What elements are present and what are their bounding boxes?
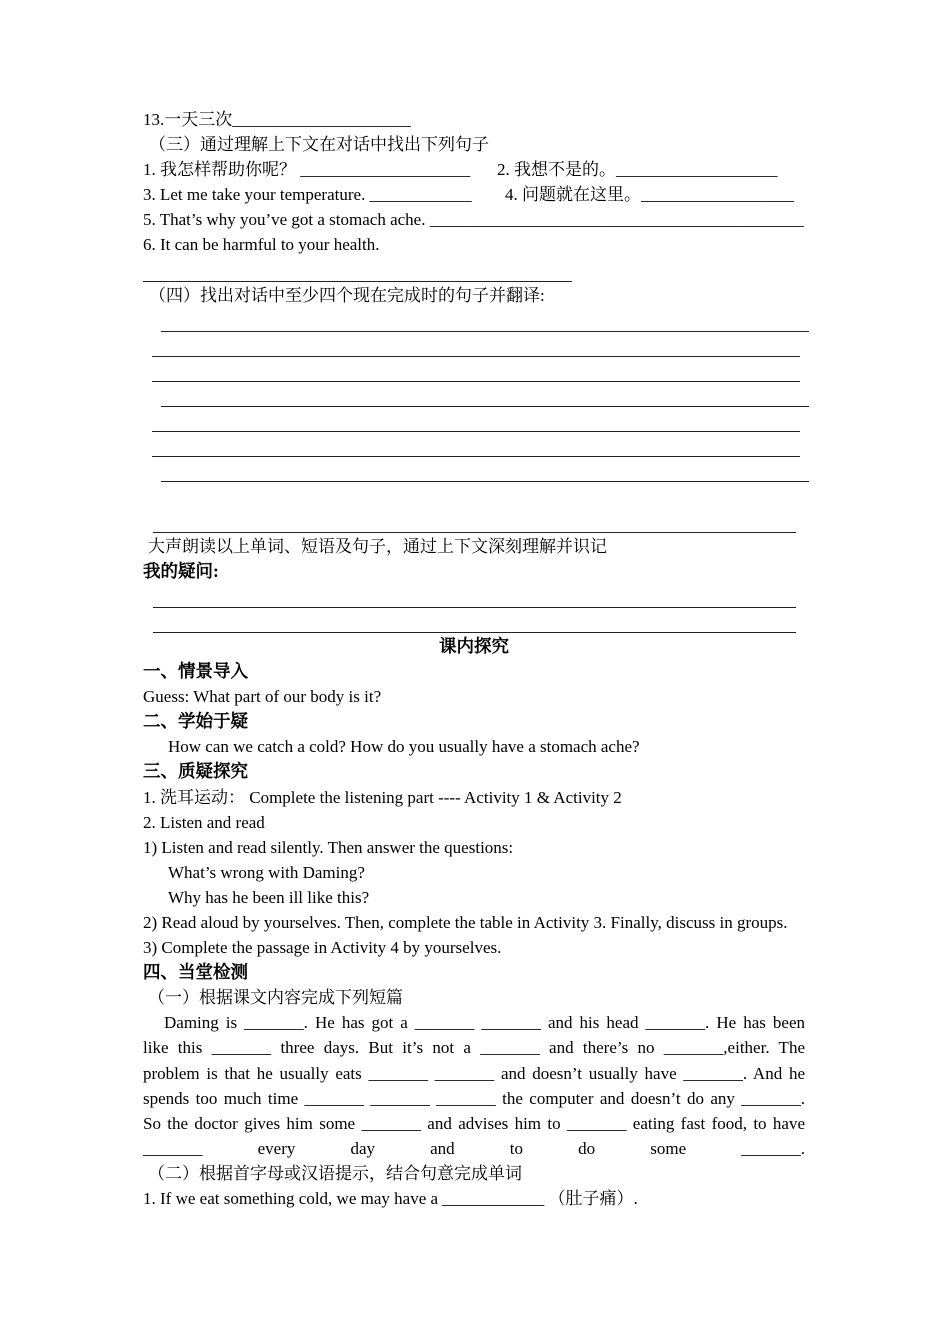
passage-line: problem is that he usually eats _______ _______ and doesn’t usually have _______. And he bbox=[143, 1063, 805, 1083]
sentence-3-en: 3. Let me take your temperature. ____________ bbox=[143, 185, 472, 205]
word-completion-item-1: 1. If we eat something cold, we may have a ____________ （肚子痛）. bbox=[143, 1189, 638, 1209]
answer-blank-line bbox=[143, 584, 805, 609]
sentence-pair-1 bbox=[143, 157, 805, 182]
in-class-study-title: 课内探究 bbox=[439, 635, 509, 656]
sentence-6-en: 6. It can be harmful to your health. bbox=[143, 235, 380, 255]
question-daming: What’s wrong with Daming? bbox=[168, 862, 365, 882]
section-three-heading: （三）通过理解上下文在对话中找出下列句子 bbox=[149, 135, 489, 155]
passage-line: like this _______ three days. But it’s not a _______ and there’s no _______,either. The bbox=[143, 1038, 805, 1058]
answer-blank-line bbox=[143, 308, 805, 333]
subtask-3: 3) Complete the passage in Activity 4 by yourselves. bbox=[143, 938, 502, 958]
blank-gap bbox=[143, 483, 805, 508]
document-body bbox=[143, 107, 805, 1211]
answer-blank-line bbox=[143, 258, 805, 283]
subtask-1: 1) Listen and read silently. Then answer the questions: bbox=[143, 837, 514, 857]
answer-blank-line bbox=[143, 333, 805, 358]
lead-question: How can we catch a cold? How do you usually have a stomach ache? bbox=[168, 737, 640, 757]
part-four-heading: 四、当堂检测 bbox=[143, 962, 248, 983]
sentence-pair-2 bbox=[143, 182, 805, 207]
answer-blank-line bbox=[143, 609, 805, 634]
my-doubts-label: 我的疑问: bbox=[143, 560, 219, 581]
section-four-heading: （四）找出对话中至少四个现在完成时的句子并翻译: bbox=[149, 285, 545, 305]
answer-blank-line bbox=[143, 383, 805, 408]
listening-task: 1. 洗耳运动： Complete the listening part ---- Activity 1 & Activity 2 bbox=[143, 787, 622, 807]
passage-line: So the doctor gives him some _______ and advises him to _______ eating fast food, to have bbox=[143, 1113, 805, 1133]
listen-and-read-task: 2. Listen and read bbox=[143, 812, 265, 832]
answer-blank-line bbox=[143, 509, 805, 534]
part-three-heading: 三、质疑探究 bbox=[143, 761, 248, 782]
test-two-heading: （二）根据首字母或汉语提示，结合句意完成单词 bbox=[148, 1163, 522, 1183]
sentence-5-en: 5. That’s why you’ve got a stomach ache. ____________________________________________ bbox=[143, 210, 804, 230]
sentence-4-cn: 4. 问题就在这里。__________________ bbox=[505, 185, 794, 205]
vocab-item-13: 13.一天三次_____________________ bbox=[143, 110, 411, 129]
passage-line: spends too much time _______ _______ _______ the computer and doesn’t do any _______. bbox=[143, 1088, 805, 1108]
part-two-heading: 二、学始于疑 bbox=[143, 711, 248, 732]
passage-line: _______ every day and to do some _______. bbox=[143, 1138, 805, 1158]
answer-blank-line bbox=[143, 458, 805, 483]
sentence-1-cn: 1. 我怎样帮助你呢？ ____________________ bbox=[143, 160, 471, 180]
test-one-heading: （一）根据课文内容完成下列短篇 bbox=[148, 988, 403, 1008]
answer-blank-line bbox=[143, 408, 805, 433]
guess-question: Guess: What part of our body is it? bbox=[143, 687, 382, 707]
answer-blank-line bbox=[143, 433, 805, 458]
answer-blank-line bbox=[143, 358, 805, 383]
read-aloud-note: 大声朗读以上单词、短语及句子，通过上下文深刻理解并识记 bbox=[148, 536, 607, 556]
part-one-heading: 一、情景导入 bbox=[143, 661, 248, 682]
subtask-2: 2) Read aloud by yourselves. Then, complete the table in Activity 3. Finally, discuss in groups. bbox=[143, 913, 788, 932]
passage-line: Daming is _______. He has got a _______ _______ and his head _______. He has been bbox=[164, 1013, 805, 1033]
question-ill: Why has he been ill like this? bbox=[168, 887, 370, 907]
sentence-2-cn: 2. 我想不是的。___________________ bbox=[497, 160, 778, 180]
